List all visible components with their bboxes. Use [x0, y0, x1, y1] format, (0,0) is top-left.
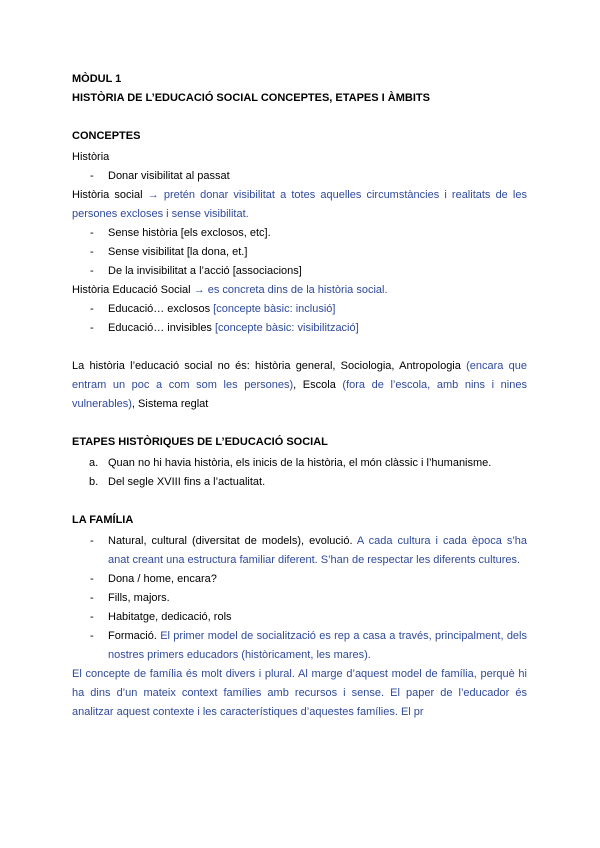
- list-item-text: Natural, cultural (diversitat de models), evolució.: [108, 535, 353, 547]
- list-item: - Sense història [els exclosos, etc].: [72, 224, 527, 243]
- section-familia: [72, 511, 527, 722]
- list-item-text: Educació… invisibles: [108, 322, 212, 334]
- list-item: [72, 300, 527, 319]
- list-marker: b.: [89, 476, 99, 488]
- list-item-text: Habitatge, dedicació, rols: [108, 611, 232, 623]
- list-item: - Sense visibilitat [la dona, et.]: [72, 243, 527, 262]
- list-item: [72, 454, 527, 473]
- list-item-note: A cada cultura i cada època s’ha anat creant una estructura familiar diferent. S’han de respectar les diferents cultures.: [108, 535, 527, 566]
- list-item: [72, 473, 527, 492]
- term-note: → pretén donar visibilitat a totes aquelles circumstàncies i realitats de les persones excloses i sense visibilitat.: [72, 189, 527, 220]
- etapes-list: [72, 454, 527, 492]
- list-item-note: [concepte bàsic: visibilització]: [215, 322, 359, 334]
- paragraph-text: , Sistema reglat: [131, 398, 209, 410]
- term-historia-social: [72, 186, 527, 224]
- section-heading-etapes: ETAPES HISTÒRIQUES DE L’EDUCACIÓ SOCIAL: [72, 436, 328, 448]
- list-item: [72, 319, 527, 338]
- term-historia: Història: [72, 151, 110, 163]
- paragraph-text: , Escola: [293, 379, 336, 391]
- paragraph-text: La història l’educació social no és: història general, Sociologia, Antropologia: [72, 360, 461, 372]
- section-etapes: [72, 433, 527, 492]
- list-item-text: Educació… exclosos: [108, 303, 211, 315]
- list-marker: a.: [89, 457, 99, 469]
- paragraph-familia-closing: El concepte de família és molt divers i plural. Al marge d’aquest model de família, perquè hi ha dins d’un mateix context famílies amb recursos i sense. El paper de l’educador és analitzar aquest contexte i les característiques d’aquestes famílies. El pr: [72, 668, 527, 718]
- document-title: HISTÒRIA DE L’EDUCACIÓ SOCIAL CONCEPTES, ETAPES I ÀMBITS: [72, 92, 430, 104]
- list-item-text: Fills, majors.: [108, 592, 170, 604]
- list-item-text: Del segle XVIII fins a l’actualitat.: [108, 476, 266, 488]
- term-label: Història social: [72, 189, 143, 201]
- paragraph-no-es: [72, 357, 527, 414]
- list-item: [72, 608, 527, 627]
- list-item-note: El primer model de socialització es rep a casa a través, principalment, dels nostres primers educadors (històricament, les mares).: [108, 630, 527, 661]
- term-label: Història Educació Social: [72, 284, 191, 296]
- list-item: [72, 589, 527, 608]
- section-heading-conceptes: CONCEPTES: [72, 130, 141, 142]
- list-item: - De la invisibilitat a l’acció [associacions]: [72, 262, 527, 281]
- historia-es-list: [72, 300, 527, 338]
- list-item: [72, 570, 527, 589]
- list-item: [72, 627, 527, 665]
- module-label: MÒDUL 1: [72, 73, 122, 85]
- term-historia-educacio-social: [72, 281, 527, 300]
- list-item: [72, 532, 527, 570]
- familia-list: [72, 532, 527, 665]
- paragraph-note: (encara que entram un poc a com som les persones): [72, 360, 527, 391]
- section-heading-familia: LA FAMÍLIA: [72, 514, 134, 526]
- list-item-text: Quan no hi havia història, els inicis de la història, el món clàssic i l’humanisme.: [108, 457, 492, 469]
- term-note: → es concreta dins de la història social.: [193, 284, 388, 296]
- list-item-text: Dona / home, encara?: [108, 573, 217, 585]
- historia-social-list: [72, 224, 527, 281]
- list-item-note: [concepte bàsic: inclusió]: [213, 303, 336, 315]
- list-item: - Donar visibilitat al passat: [72, 167, 527, 186]
- section-conceptes: [72, 127, 527, 414]
- historia-list: [72, 167, 527, 186]
- list-item-text: Formació.: [108, 630, 157, 642]
- document-body: [72, 70, 527, 722]
- paragraph-note: (fora de l’escola, amb nins i nines vulnerables): [72, 379, 527, 410]
